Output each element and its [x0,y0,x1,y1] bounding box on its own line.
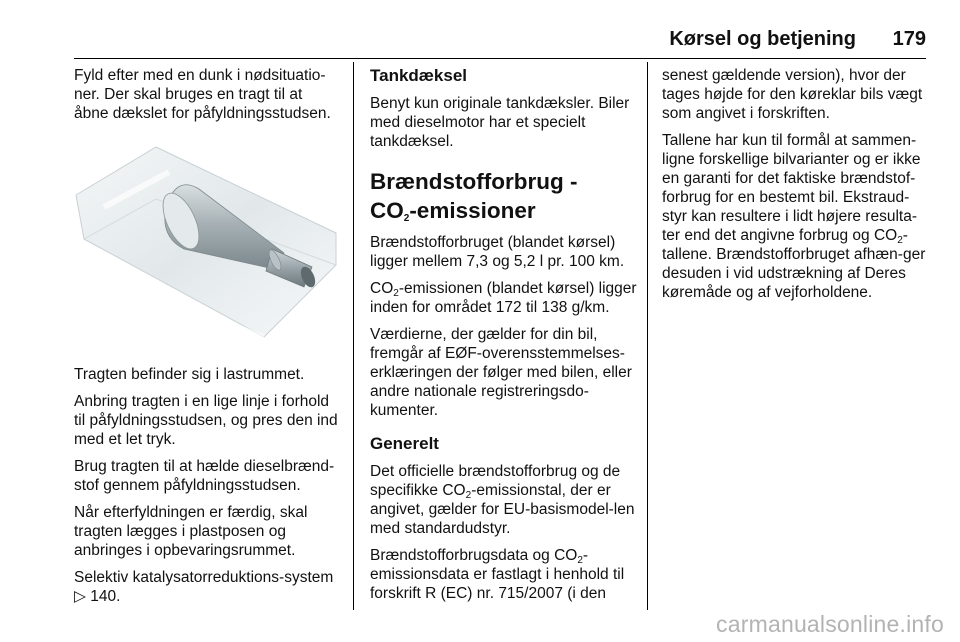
watermark: carmanualsonline.info [716,611,944,637]
funnel-illustration [74,137,340,345]
paragraph-funnel-location: Tragten befinder sig i lastrummet. [74,366,305,383]
column-divider-left [353,62,354,610]
paragraph-stow-funnel: Når efterfyldningen er færdig, skal tragten lægges i plastposen og anbringes i opbevaringsrummet. [74,504,308,559]
paragraph-co2-range: $CO_2$-emissionen (blandet kørsel) ligger inden for området 172 til 138 g/km. [370,280,637,316]
heading-general: Generelt [370,434,439,453]
page-header [74,22,926,52]
page-reference-arrow-icon[interactable]: ▷ [74,588,86,605]
paragraph-official-figures: Det officielle brændstofforbrug og de specifikke $CO_2$-emissionstal, der er angivet, gælder for EU-basismodel-len med standardudstyr. [370,463,635,537]
column-right [662,66,928,310]
page-title: Kørsel og betjening [669,28,856,50]
paragraph-consumption-range: Brændstofforbruget (blandet kørsel) ligger mellem 7,3 og 5,2 l pr. 100 km. [370,234,625,270]
heading-fuel-consumption: Brændstofforbrug - $CO_2$-emissioner [370,169,578,224]
heading-fuel-cap: Tankdæksel [370,66,468,85]
paragraph-regulation: Brændstofforbrugsdata og $CO_2$-emissionsdata er fastlagt i henhold til forskrift R (EC) nr. 715/2007 (i den [370,547,625,602]
column-left [74,66,340,614]
paragraph-scr-reference [74,568,340,606]
column-divider-right [647,62,648,610]
paragraph-emergency-refuel: Fyld efter med en dunk i nødsituatio-ner. Der skal bruges en tragt til at åbne dækslet for påfyldningsstudsen. [74,67,331,122]
paragraph-funnel-placement: Anbring tragten i en lige linje i forhold til påfyldningsstudsen, og pres den ind med et let tryk. [74,393,338,448]
column-middle [370,66,638,611]
scr-reference-page[interactable]: 140. [90,588,121,605]
paragraph-regulation-continued: senest gældende version), hvor der tages højde for den køreklar bils vægt som angivet i forskriften. [662,67,923,122]
paragraph-values-source: Værdierne, der gælder for din bil, fremgår af EØF-overensstemmelses-erklæringen der følger med bilen, eller andre nationale registreringsdo-kumenter. [370,326,632,419]
paragraph-fuel-cap: Benyt kun originale tankdæksler. Biler med dieselmotor har et specielt tankdæksel. [370,95,630,150]
paragraph-comparison-note: Tallene har kun til formål at sammen-ligne forskellige bilvarianter og er ikke en garanti for det faktiske brændstof-forbrug for en bestemt bil. Ekstraud-styr kan resultere i lidt højere resulta-ter end det angivne forbrug og $CO_2$-tallene. Brændstofforbruget afhæn-ger desuden i vid udstrækning af Deres køremåde og af vejforholdene. [662,132,926,301]
page-number: 179 [892,28,926,50]
paragraph-pour-diesel: Brug tragten til at hælde dieselbrænd-stof gennem påfyldningsstudsen. [74,458,335,494]
scr-reference-text: Selektiv katalysatorreduktions-system [74,569,334,586]
header-rule [74,58,926,59]
